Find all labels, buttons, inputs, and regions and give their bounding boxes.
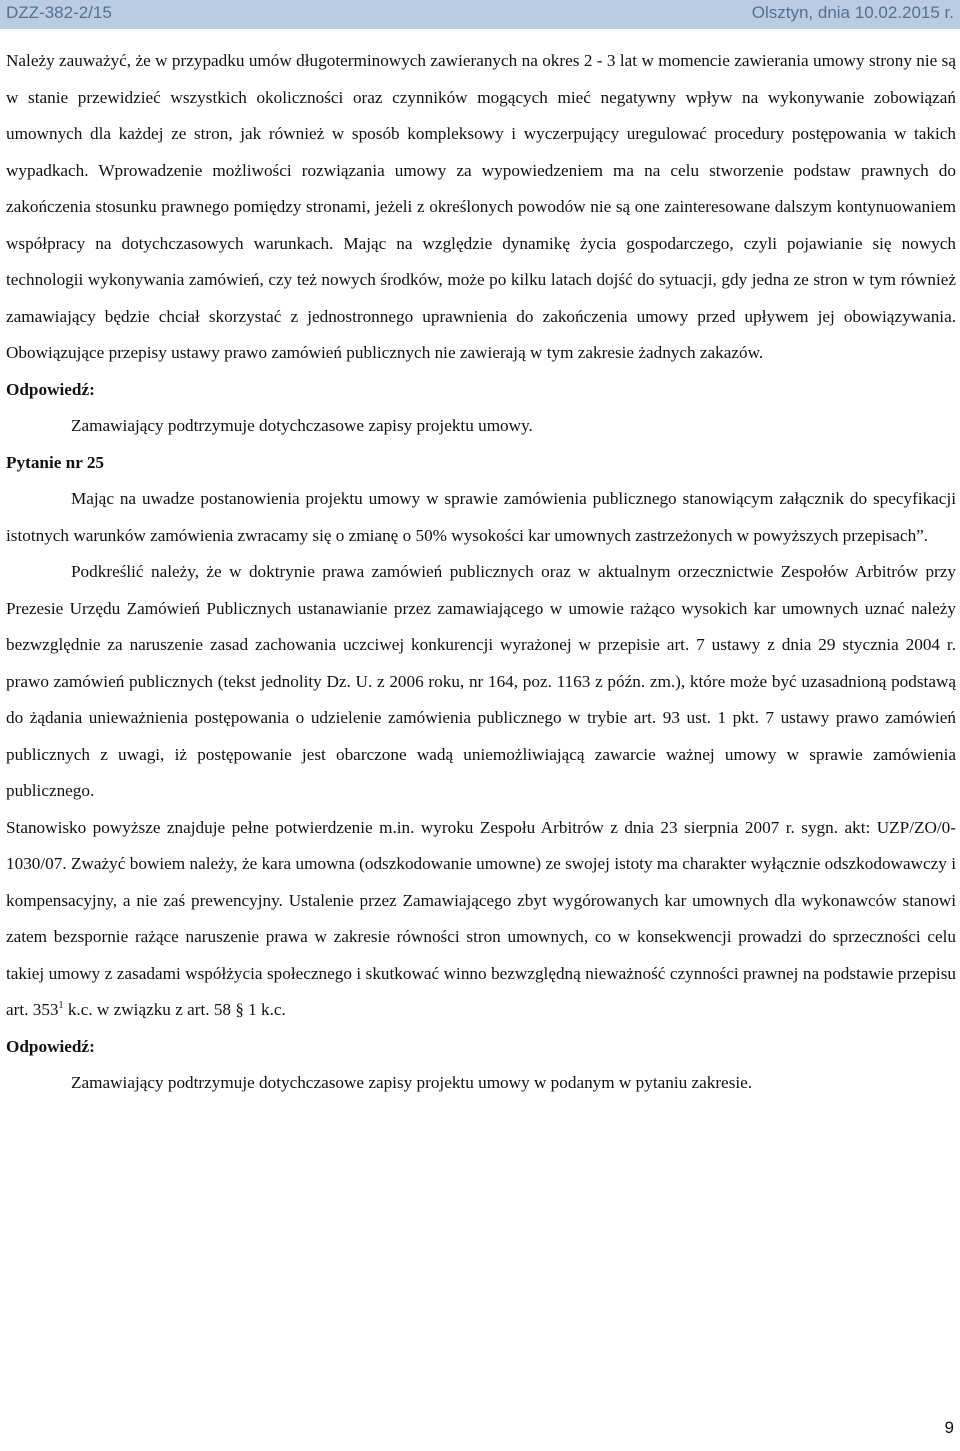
document-body (6, 43, 956, 1102)
answer-text-1: Zamawiający podtrzymuje dotychczasowe zapisy projektu umowy. (71, 416, 533, 435)
question-paragraph-3 (6, 810, 956, 1029)
answer-text-2: Zamawiający podtrzymuje dotychczasowe zapisy projektu umowy w podanym w pytaniu zakresie. (71, 1073, 753, 1092)
document-reference: DZZ-382-2/15 (6, 3, 112, 22)
answer-label-1: Odpowiedź: (6, 379, 95, 399)
paragraph-3-main: Stanowisko powyższe znajduje pełne potwierdzenie m.in. wyroku Zespołu Arbitrów z dnia 23 sierpnia 2007 r. sygn. akt: UZP/ZO/0-1030/07. Zważyć bowiem należy, że kara umowna (odszkodowanie umowne) ze swojej istoty ma charakter wyłącznie odszkodowawczy i kompensacyjny, a nie zaś prewencyjny. Ustalenie przez Zamawiającego zbyt wygórowanych kar umownych dla wykonawców stanowi zatem bezspornie rażące naruszenie prawa w zakresie równości stron umownych, co w konsekwencji prowadzi do sprzeczności celu takiej umowy z zasadami współżycia społecznego i skutkować winno bezwzględną nieważność czynności prawnej na podstawie przepisu art. 353 (6, 817, 956, 1019)
answer-label-2: Odpowiedź: (6, 1036, 95, 1056)
question-paragraph-1: Mając na uwadze postanowienia projektu umowy w sprawie zamówienia publicznego stanowiącym załącznik do specyfikacji istotnych warunków zamówienia zwracamy się o zmianę o 50% wysokości kar umownych zastrzeżonych w powyższych przepisach”. (6, 489, 956, 545)
paragraph-contract-termination: Należy zauważyć, że w przypadku umów długoterminowych zawieranych na okres 2 - 3 lat w momencie zawierania umowy strony nie są w stanie przewidzieć wszystkich okoliczności oraz czynników mogących mieć negatywny wpływ na wykonywanie zobowiązań umownych dla każdej ze stron, jak również w sposób kompleksowy i wyczerpujący uregulować procedury postępowania w takich wypadkach. Wprowadzenie możliwości rozwiązania umowy za wypowiedzeniem ma na celu stworzenie podstaw prawnych do zakończenia stosunku prawnego pomiędzy stronami, jeżeli z określonych powodów nie są one zainteresowane dalszym kontynuowaniem współpracy na dotychczasowych warunkach. Mając na względzie dynamikę życia gospodarczego, czyli pojawianie się nowych technologii wykonywania zamówień, czy też nowych środków, może po kilku latach dojść do sytuacji, gdy jedna ze stron w tym również zamawiający będzie chciał skorzystać z jednostronnego uprawnienia do zakończenia umowy przed upływem jej obowiązywania. Obowiązujące przepisy ustawy prawo zamówień publicznych nie zawierają w tym zakresie żadnych zakazów. (6, 51, 956, 362)
section-sign: § (235, 1000, 244, 1019)
page-number: 9 (944, 1418, 954, 1437)
question-heading: Pytanie nr 25 (6, 452, 105, 472)
page-header (0, 0, 960, 29)
paragraph-3-mid: k.c. w związku z art. 58 (63, 1000, 236, 1019)
paragraph-3-end: 1 k.c. (243, 1000, 286, 1019)
place-and-date: Olsztyn, dnia 10.02.2015 r. (751, 3, 954, 22)
article-superscript: 1 (58, 1000, 64, 1011)
question-paragraph-2: Podkreślić należy, że w doktrynie prawa zamówień publicznych oraz w aktualnym orzecznictwie Zespołów Arbitrów przy Prezesie Urzędu Zamówień Publicznych ustanawianie przez zamawiającego w umowie rażąco wysokich kar umownych uznać należy bezwzględnie za naruszenie zasad zachowania uczciwej konkurencji wyrażonej w przepisie art. 7 ustawy z dnia 29 stycznia 2004 r. prawo zamówień publicznych (tekst jednolity Dz. U. z 2006 roku, nr 164, poz. 1163 z późn. zm.), które może być uzasadnioną podstawą do żądania unieważnienia postępowania o udzielenie zamówienia publicznego w trybie art. 93 ust. 1 pkt. 7 ustawy prawo zamówień publicznych z uwagi, iż postępowanie jest obarczone wadą uniemożliwiającą zawarcie ważnej umowy w sprawie zamówienia publicznego. (6, 562, 956, 800)
